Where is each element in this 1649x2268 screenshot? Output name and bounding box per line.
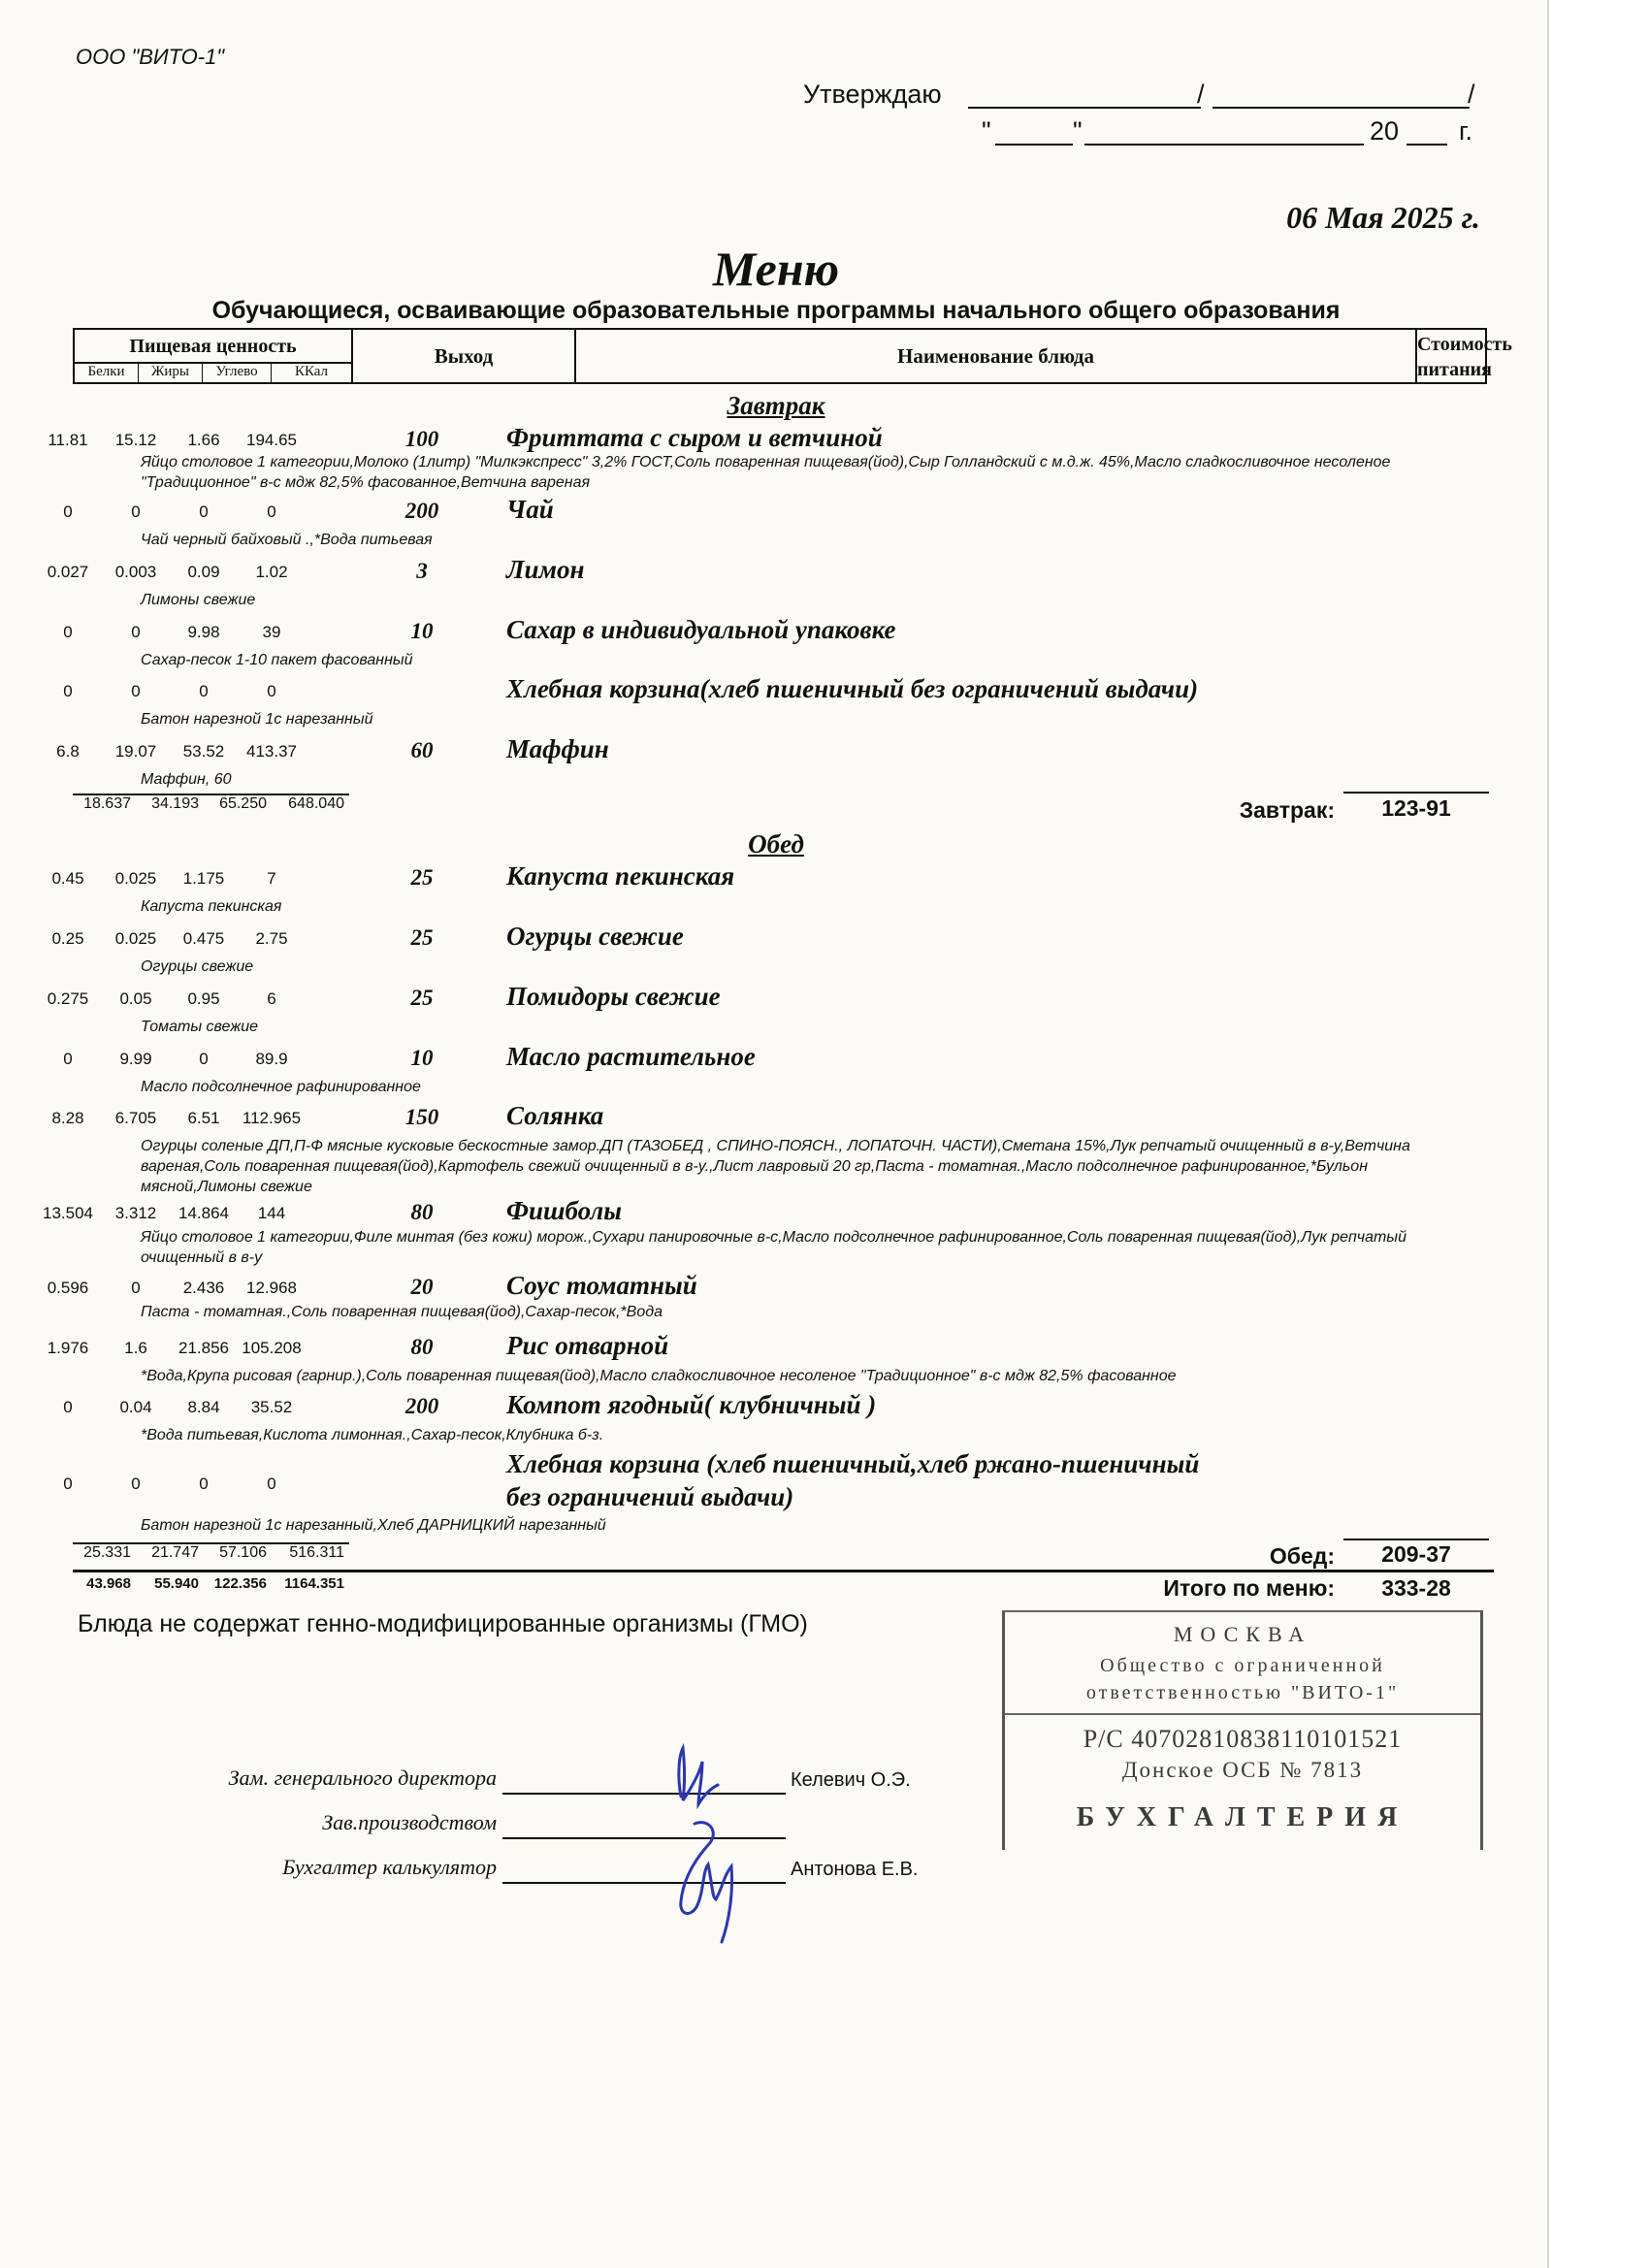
dish-name: без ограничений выдачи) [506,1482,794,1511]
kcal-header: ККал [294,364,329,379]
signature-name-accountant: Антонова Е.В. [791,1859,919,1880]
dish-name: Хлебная корзина (хлеб пшеничный,хлеб ржано-пшеничный [506,1449,1200,1478]
breakfast-cost-rule [1343,792,1489,794]
approve-year: 20 [1370,116,1400,146]
approve-slash-2: / [1468,80,1475,109]
approve-year-line [1406,144,1447,146]
nutrition-carbs: 0 [199,502,209,521]
dish-name: Соус томатный [506,1271,697,1300]
lunch-total-fat: 21.747 [151,1544,199,1561]
nutrition-protein: 0 [63,623,73,641]
nutrition-subheaders [75,364,351,382]
nutrition-carbs: 0 [199,1050,209,1068]
approve-date-quote-close: " [1073,116,1083,146]
nutrition-fat: 0.025 [114,929,157,948]
dish-name: Солянка [506,1101,604,1130]
nutrition-kcal: 6 [267,989,276,1008]
dish-yield: 10 [410,1046,434,1070]
dish-ingredients: Масло подсолнечное рафинированное [141,1079,421,1095]
stamp-org-name: ответственностью "ВИТО-1" [1085,1682,1400,1703]
dish-yield: 25 [410,865,434,890]
dish-yield: 20 [410,1275,434,1299]
dish-name: Компот ягодный( клубничный ) [506,1390,877,1419]
nutrition-kcal: 12.968 [246,1279,297,1297]
lunch-cost-rule [1343,1539,1489,1540]
nutrition-carbs: 2.436 [182,1279,225,1297]
dish-name: Сахар в индивидуальной упаковке [506,615,896,644]
dish-yield: 25 [410,986,434,1010]
nutrition-kcal: 39 [262,623,281,641]
dish-name: Масло растительное [506,1042,756,1071]
dish-ingredients: Сахар-песок 1-10 пакет фасованный [141,652,413,668]
stamp-city: МОСКВА [1173,1622,1312,1646]
nutrition-kcal: 144 [257,1204,286,1222]
document-subtitle: Обучающиеся, осваивающие образовательные программы начального общего образования [211,297,1341,324]
dish-name: Хлебная корзина(хлеб пшеничный без ограничений выдачи) [506,674,1199,703]
nutrition-protein: 11.81 [48,431,88,449]
nutrition-kcal: 0 [267,502,276,521]
dish-ingredients: Огурцы соленые ДП,П-Ф мясные кусковые бескостные замор.ДП (ТАЗОБЕД , СПИНО-ПОЯСН., ЛОПАТОЧН. ЧАСТИ),Сметана 15%,Лук репчатый очищенный в в-у,Ветчина вареная,Соль поваренная пищевая(йод),Картофель свежий очищенный в в-у.,Лист лавровый 20 гр,Паста - томатная.,Масло подсолнечное рафинированное,*Бульон мясной,Лимоны свежие [141,1138,1410,1195]
dish-yield: 80 [410,1335,434,1359]
nutrition-protein: 0 [63,682,73,700]
nutrition-fat: 6.705 [114,1109,157,1127]
dish-yield: 25 [410,925,434,950]
approve-label: Утверждаю [803,80,942,109]
dish-ingredients: *Вода питьевая,Кислота лимонная.,Сахар-песок,Клубника б-з. [141,1427,604,1443]
nutrition-carbs: 21.856 [178,1339,229,1357]
dish-yield: 150 [404,1105,439,1129]
dish-name: Фриттата с сыром и ветчиной [506,423,883,452]
lunch-total-kcal: 516.311 [289,1544,344,1561]
grand-totals-row [73,1575,364,1595]
nutrition-protein: 0 [63,1050,73,1068]
nutrition-fat: 0.003 [114,563,157,581]
nutrition-carbs: 0 [199,1474,209,1493]
dish-yield: 3 [416,559,428,583]
document-date: 06 Мая 2025 г. [1286,200,1480,235]
nutrition-carbs: 8.84 [187,1398,220,1416]
dish-ingredients: Батон нарезной 1с нарезанный [141,711,373,728]
nutrition-protein: 0.596 [47,1279,89,1297]
dish-ingredients: Чай черный байховый .,*Вода питьевая [141,532,433,548]
dish-ingredients: Яйцо столовое 1 категории,Молоко (1литр) "Милкэкспресс" 3,2% ГОСТ,Соль поваренная пищевая(йод),Сыр Голландский с м.д.ж. 45%,Масло сладкосливочное несоленое "Традиционное" в-с мдж 82,5% фасованное,Ветчина вареная [141,454,1391,491]
grand-total-label: Итого по меню: [1163,1575,1335,1601]
nutrition-protein: 0.25 [51,929,84,948]
nutrition-fat: 9.99 [119,1050,152,1068]
nutrition-carbs: 0 [199,682,209,700]
dish-name: Огурцы свежие [506,922,684,951]
nutrition-carbs: 0.09 [187,563,220,581]
nutrition-kcal: 105.208 [242,1339,302,1357]
breakfast-totals-row [73,795,354,817]
grand-total-rule [73,1570,1494,1572]
dish-ingredients: Маффин, 60 [141,771,232,788]
lunch-cost-label: Обед: [1269,1543,1335,1569]
approve-day-line [995,144,1073,146]
dish-name: Рис отварной [506,1331,669,1360]
nutrition-fat: 15.12 [114,431,157,449]
nutrition-kcal: 2.75 [255,929,288,948]
stamp-account: Р/С 40702810838110101521 [1083,1725,1403,1753]
signature-name-deputy-director: Келевич О.Э. [791,1769,911,1791]
dish-ingredients: Огурцы свежие [141,958,254,975]
signature-role-deputy-director: Зам. генерального директора [228,1766,497,1790]
nutrition-protein: 0 [63,502,73,521]
dish-yield: 200 [404,1394,439,1418]
nutrition-fat: 0 [131,1474,141,1493]
dish-yield: 10 [410,619,434,643]
signature-role-production-head: Зав.производством [322,1810,497,1834]
approve-year-suffix: г. [1459,116,1473,146]
nutrition-kcal: 0 [267,1474,276,1493]
nutrition-kcal: 7 [267,869,276,888]
dish-ingredients: Капуста пекинская [141,898,282,915]
dish-ingredients: Батон нарезной 1с нарезанный,Хлеб ДАРНИЦКИЙ нарезанный [141,1517,606,1534]
nutrition-kcal: 0 [267,682,276,700]
nutrition-fat: 0 [131,682,141,700]
nutrition-fat: 19.07 [114,742,157,761]
nutrition-carbs: 6.51 [187,1109,220,1127]
gmo-note: Блюда не содержат генно-модифицированные организмы (ГМО) [78,1610,808,1637]
dish-yield: 80 [410,1200,434,1224]
approve-month-line [1084,144,1364,146]
stamp-bank: Донское ОСБ № 7813 [1121,1758,1364,1782]
stamp-org-type: Общество с ограниченной [1100,1655,1385,1676]
sheet-edge [1547,0,1549,2268]
breakfast-cost: 123-91 [1381,795,1451,821]
dish-name: Капуста пекинская [506,861,735,891]
nutrition-protein: 0 [63,1474,73,1493]
nutrition-protein: 6.8 [56,742,80,761]
nutrition-fat: 3.312 [114,1204,157,1222]
grand-total-protein: 43.968 [86,1575,131,1592]
dish-ingredients: Яйцо столовое 1 категории,Филе минтая (без кожи) морож.,Сухари панировочные в-с,Масло подсолнечное рафинированное,Соль поваренная пищевая(йод),Лук репчатый очищенный в в-у [141,1229,1406,1266]
nutrition-protein: 0.275 [47,989,89,1008]
table-header [73,328,1512,384]
nutrition-header: Пищевая ценность [129,336,297,357]
dish-header: Наименование блюда [576,330,1417,382]
grand-total-cost: 333-28 [1381,1575,1451,1601]
dish-name: Фишболы [506,1196,622,1225]
nutrition-kcal: 1.02 [255,563,288,581]
nutrition-protein: 0.45 [51,869,84,888]
dish-name: Помидоры свежие [506,982,721,1011]
dish-ingredients: *Вода,Крупа рисовая (гарнир.),Соль поваренная пищевая(йод),Масло сладкосливочное несоленое "Традиционное" в-с мдж 82,5% фасованное [141,1368,1177,1384]
cost-header-line1: Стоимость [1417,334,1512,355]
nutrition-fat: 1.6 [124,1339,147,1357]
nutrition-protein: 13.504 [43,1204,93,1222]
nutrition-fat: 0 [131,502,141,521]
stamp-divider [1005,1713,1480,1715]
breakfast-cost-label: Завтрак: [1239,797,1335,823]
dish-name: Маффин [506,734,609,763]
nutrition-carbs: 53.52 [182,742,225,761]
nutrition-carbs: 1.66 [187,431,220,449]
breakfast-total-kcal: 648.040 [288,795,344,812]
nutrition-protein: 0 [63,1398,73,1416]
breakfast-total-protein: 18.637 [83,795,131,812]
grand-total-kcal: 1164.351 [284,1575,344,1592]
yield-header: Выход [353,330,576,382]
fat-header: Жиры [139,364,203,382]
lunch-heading: Обед [748,829,804,859]
dish-ingredients: Паста - томатная.,Соль поваренная пищевая(йод),Сахар-песок,*Вода [141,1304,663,1320]
lunch-totals-row [73,1544,354,1566]
nutrition-protein: 0.027 [47,563,89,581]
approve-name-line [1212,107,1470,109]
nutrition-fat: 0 [131,623,141,641]
dish-yield: 60 [410,738,434,762]
breakfast-heading: Завтрак [727,391,825,420]
approve-date-quote-open: " [982,116,991,146]
signature-role-accountant: Бухгалтер калькулятор [282,1855,497,1879]
organization-name: ООО "ВИТО-1" [76,45,225,69]
lunch-total-protein: 25.331 [83,1544,131,1561]
nutrition-kcal: 194.65 [246,431,297,449]
lunch-cost: 209-37 [1381,1541,1451,1567]
grand-total-fat: 55.940 [154,1575,199,1592]
dish-yield: 100 [404,427,439,451]
dish-ingredients: Лимоны свежие [141,592,256,608]
dish-ingredients: Томаты свежие [141,1019,259,1035]
breakfast-total-fat: 34.193 [151,795,199,812]
approve-slash-1: / [1197,80,1205,109]
approve-signature-line [968,107,1201,109]
dish-yield: 200 [404,499,439,523]
nutrition-fat: 0.04 [119,1398,152,1416]
nutrition-kcal: 89.9 [255,1050,288,1068]
breakfast-total-carbs: 65.250 [219,795,267,812]
nutrition-carbs: 0.475 [182,929,225,948]
nutrition-carbs: 14.864 [178,1204,229,1222]
grand-total-carbs: 122.356 [213,1575,267,1592]
cost-header [1417,332,1512,382]
handwritten-signatures [640,1736,757,1950]
nutrition-fat: 0.05 [119,989,152,1008]
nutrition-fat: 0.025 [114,869,157,888]
carbs-header: Углево [203,364,272,382]
document-title: Меню [712,242,840,296]
nutrition-carbs: 1.175 [182,869,225,888]
nutrition-kcal: 413.37 [246,742,297,761]
nutrition-header-group [75,330,353,382]
cost-header-line2: питания [1417,359,1492,380]
protein-header: Белки [75,364,139,382]
dish-name: Чай [506,495,554,524]
nutrition-kcal: 112.965 [242,1109,302,1127]
dish-name: Лимон [506,555,585,584]
nutrition-carbs: 0.95 [187,989,220,1008]
stamp-department: БУХГАЛТЕРИЯ [1076,1802,1409,1832]
lunch-total-carbs: 57.106 [219,1544,267,1561]
nutrition-carbs: 9.98 [187,623,220,641]
nutrition-protein: 8.28 [51,1109,84,1127]
accounting-stamp [1002,1610,1483,1850]
nutrition-kcal: 35.52 [250,1398,293,1416]
nutrition-fat: 0 [131,1279,141,1297]
nutrition-protein: 1.976 [47,1339,89,1357]
